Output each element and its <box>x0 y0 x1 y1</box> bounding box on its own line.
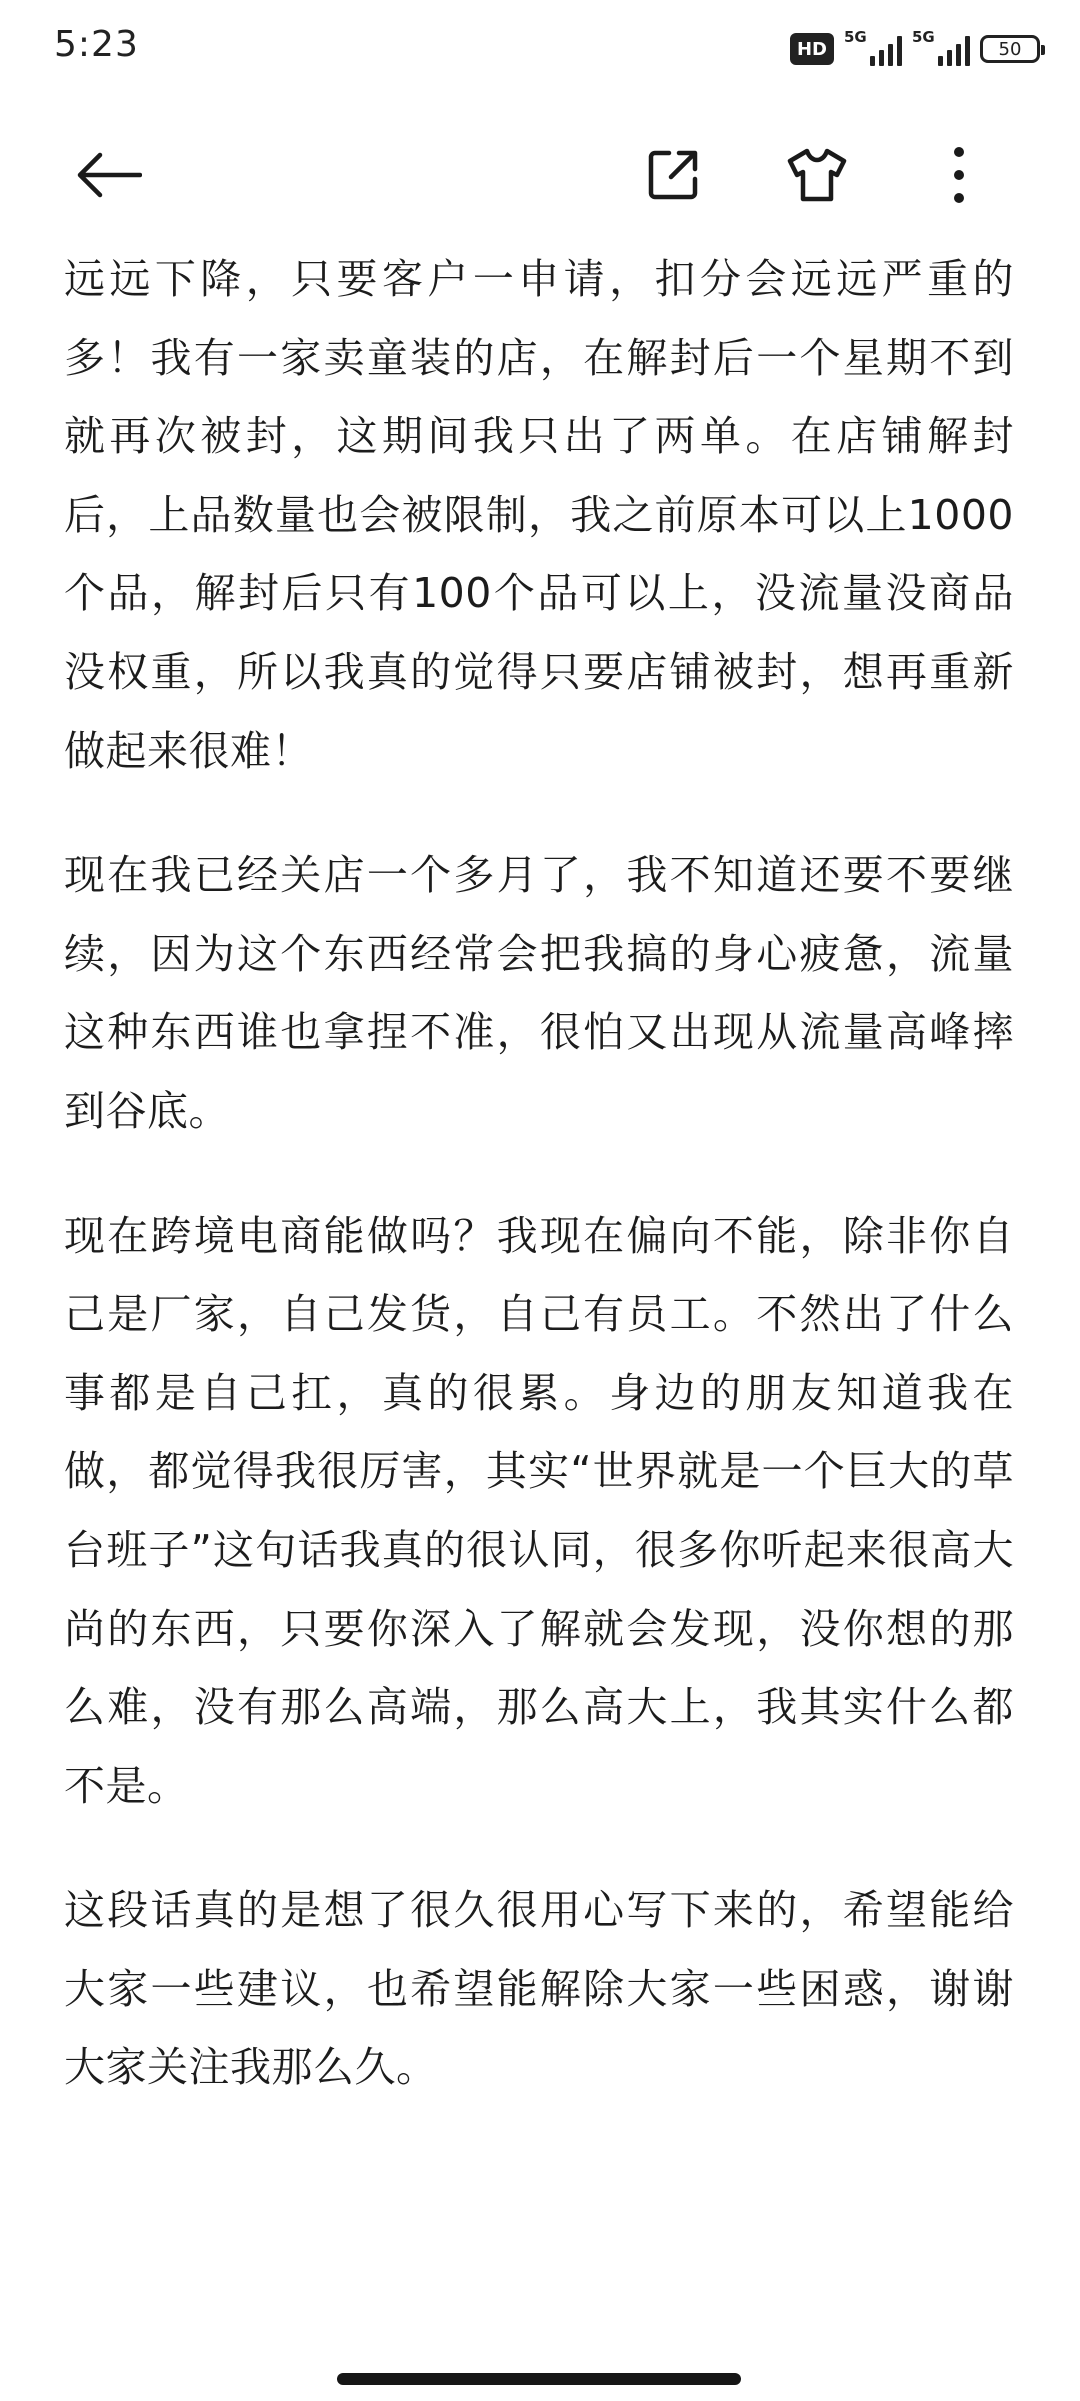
hd-voice-icon: HD <box>790 33 834 65</box>
shirt-icon <box>786 147 848 203</box>
more-options-button[interactable] <box>924 140 994 210</box>
back-button[interactable] <box>74 140 144 210</box>
article-paragraph: 这段话真的是想了很久很用心写下来的，希望能给大家一些建议，也希望能解除大家一些困惑，谢谢大家关注我那么久。 <box>64 1886 1014 2092</box>
status-time: 5:23 <box>54 24 139 65</box>
article-body <box>64 240 1014 2153</box>
battery-level: 50 <box>998 38 1022 60</box>
status-bar <box>0 0 1080 100</box>
battery-icon <box>980 35 1040 63</box>
signal-icon-2 <box>912 28 970 66</box>
back-arrow-icon <box>76 152 142 198</box>
article-paragraph: 现在跨境电商能做吗？我现在偏向不能，除非你自己是厂家，自己发货，自己有员工。不然出了什么事都是自己扛，真的很累。身边的朋友知道我在做，都觉得我很厉害，其实“世界就是一个巨大的草台班子”这句话我真的很认同，很多你听起来很高大尚的东西，只要你深入了解就会发现，没你想的那么难，没有那么高端，那么高大上，我其实什么都不是。 <box>64 1211 1014 1810</box>
share-icon <box>645 147 701 203</box>
network-type-label-2: 5G <box>912 28 935 46</box>
share-button[interactable] <box>638 140 708 210</box>
theme-button[interactable] <box>782 140 852 210</box>
signal-icon <box>844 28 902 66</box>
more-vertical-icon <box>952 145 966 205</box>
article-paragraph: 现在我已经关店一个多月了，我不知道还要不要继续，因为这个东西经常会把我搞的身心疲惫，流量这种东西谁也拿捏不准，很怕又出现从流量高峰摔到谷底。 <box>64 851 1014 1135</box>
status-indicators <box>790 28 1040 70</box>
home-indicator[interactable] <box>337 2373 741 2385</box>
signal-bars-icon <box>870 36 902 66</box>
top-toolbar <box>0 120 1080 220</box>
signal-bars-icon-2 <box>938 36 970 66</box>
network-type-label: 5G <box>844 28 867 46</box>
article-paragraph: 远远下降，只要客户一申请，扣分会远远严重的多！我有一家卖童装的店，在解封后一个星期不到就再次被封，这期间我只出了两单。在店铺解封后，上品数量也会被限制，我之前原本可以上1000个品，解封后只有100个品可以上，没流量没商品没权重，所以我真的觉得只要店铺被封，想再重新做起来很难！ <box>64 255 1014 775</box>
